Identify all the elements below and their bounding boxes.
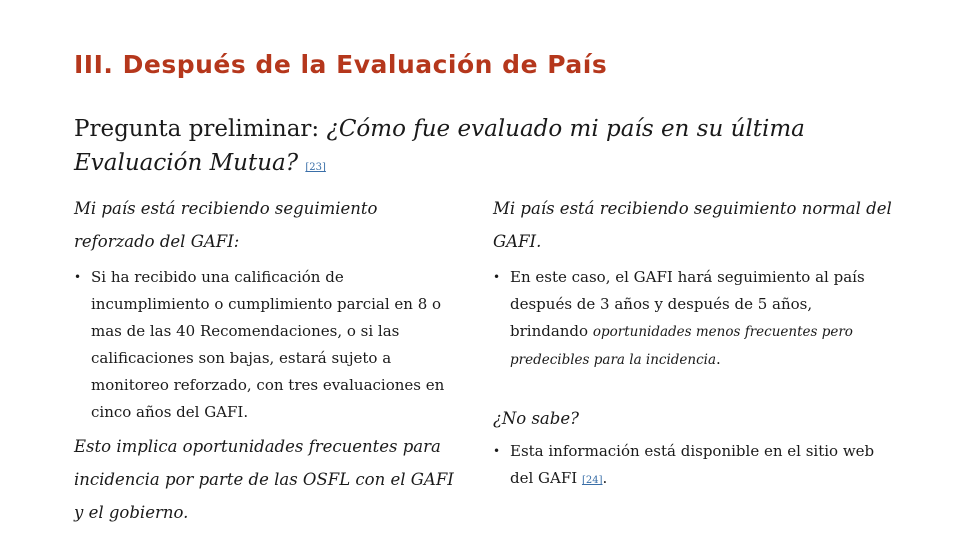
left-conclusion: Esto implica oportunidades frecuentes para incidencia por parte de las OSFL con el GAFI y el gobierno. xyxy=(74,437,454,522)
slide-title: III. Después de la Evaluación de País xyxy=(74,50,608,79)
preliminary-question xyxy=(74,112,874,185)
right-column xyxy=(493,192,893,494)
right-bullet-text: En este caso, el GAFI hará seguimiento al país después de 3 años y después de 5 años, brindando xyxy=(510,268,865,340)
right-bullet-2 xyxy=(493,438,893,494)
reference-link-23[interactable]: [23] xyxy=(305,162,326,173)
right-bullet-end: . xyxy=(716,350,721,368)
question-prefix: Pregunta preliminar: xyxy=(74,116,327,142)
left-column-heading: Mi país está recibiendo seguimiento reforzado del GAFI: xyxy=(74,199,378,251)
right-column-heading: Mi país está recibiendo seguimiento normal del GAFI. xyxy=(493,199,892,251)
right-bullet-2-end: . xyxy=(602,469,608,487)
no-sabe-heading: ¿No sabe? xyxy=(493,409,579,428)
reference-link-24[interactable]: [24] xyxy=(581,475,603,486)
question-text: ¿Cómo fue evaluado mi país en su última Evaluación Mutua? xyxy=(74,116,805,176)
left-column xyxy=(74,192,459,529)
left-bullet: • Si ha recibido una calificación de incumplimiento o cumplimiento parcial en 8 o mas de las 40 Recomendaciones, o si las calificaciones son bajas, estará sujeto a monitoreo reforzado, con tres evaluaciones en cinco años del GAFI. xyxy=(74,264,459,426)
right-bullet-italic: oportunidades menos frecuentes pero predecibles para la incidencia xyxy=(510,324,853,368)
right-bullet xyxy=(493,264,893,374)
right-bullet-2-text: Esta información está disponible en el sitio web del GAFI xyxy=(510,442,875,487)
